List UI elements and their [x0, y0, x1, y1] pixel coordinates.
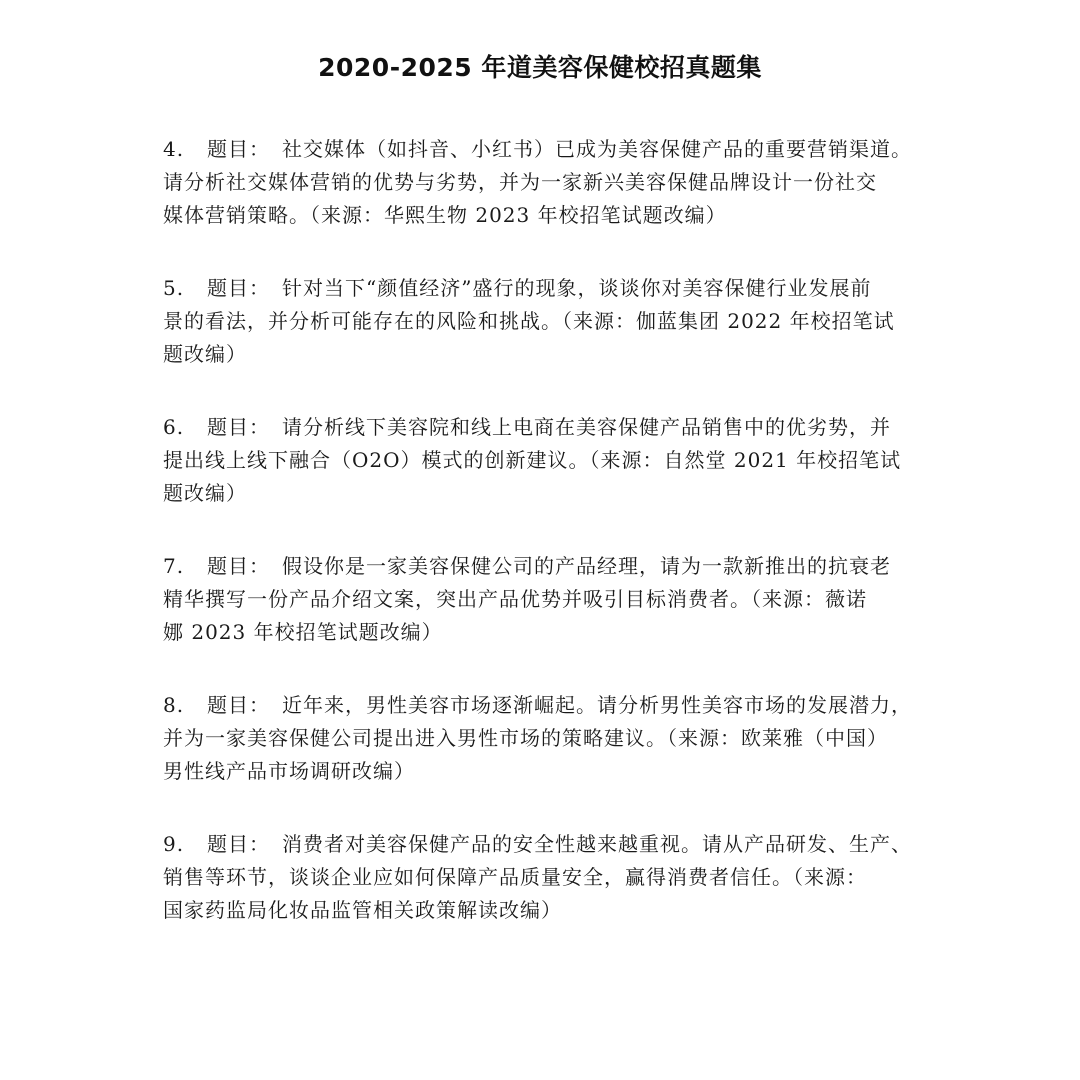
question-item [163, 411, 953, 510]
question-number: 8. [163, 693, 185, 717]
question-item [163, 550, 953, 649]
question-text: 针对当下“颜值经济”盛行的现象，谈谈你对美容保健行业发展前 [282, 276, 872, 300]
question-text: 请分析社交媒体营销的优势与劣势，并为一家新兴美容保健品牌设计一份社交 [163, 170, 877, 194]
question-number: 4. [163, 137, 185, 161]
question-number: 9. [163, 832, 185, 856]
question-text: 精华撰写一份产品介绍文案，突出产品优势并吸引目标消费者。（来源：薇诺 [163, 587, 867, 611]
question-text: 近年来，男性美容市场逐渐崛起。请分析男性美容市场的发展潜力， [282, 693, 912, 717]
question-label: 题目： [207, 415, 270, 439]
question-label: 题目： [207, 693, 270, 717]
question-text: 请分析线下美容院和线上电商在美容保健产品销售中的优劣势，并 [282, 415, 891, 439]
question-text: 男性线产品市场调研改编） [163, 759, 415, 783]
question-first-line [163, 411, 953, 444]
question-text: 题改编） [163, 342, 247, 366]
question-label: 题目： [207, 276, 270, 300]
question-text: 提出线上线下融合（O2O）模式的创新建议。（来源：自然堂 2021 年校招笔试 [163, 448, 902, 472]
question-number: 6. [163, 415, 185, 439]
question-text: 假设你是一家美容保健公司的产品经理，请为一款新推出的抗衰老 [282, 554, 891, 578]
question-text: 销售等环节，谈谈企业应如何保障产品质量安全，赢得消费者信任。（来源： [163, 865, 867, 889]
question-first-line [163, 133, 953, 166]
document-title: 2020-2025 年道美容保健校招真题集 [318, 53, 762, 82]
question-text: 娜 2023 年校招笔试题改编） [163, 620, 443, 644]
question-text: 媒体营销策略。（来源：华熙生物 2023 年校招笔试题改编） [163, 203, 727, 227]
question-label: 题目： [207, 137, 270, 161]
question-text: 社交媒体（如抖音、小红书）已成为美容保健产品的重要营销渠道。 [282, 137, 912, 161]
question-text: 并为一家美容保健公司提出进入男性市场的策略建议。（来源：欧莱雅（中国） [163, 726, 888, 750]
question-number: 5. [163, 276, 185, 300]
question-first-line [163, 828, 953, 861]
question-item [163, 272, 953, 371]
question-first-line [163, 272, 953, 305]
question-text: 景的看法，并分析可能存在的风险和挑战。（来源：伽蓝集团 2022 年校招笔试 [163, 309, 895, 333]
question-item [163, 689, 953, 788]
question-text: 题改编） [163, 481, 247, 505]
question-label: 题目： [207, 832, 270, 856]
question-first-line [163, 689, 953, 722]
question-number: 7. [163, 554, 185, 578]
question-list [163, 133, 953, 967]
question-text: 消费者对美容保健产品的安全性越来越重视。请从产品研发、生产、 [282, 832, 912, 856]
question-item [163, 133, 953, 232]
question-label: 题目： [207, 554, 270, 578]
question-item [163, 828, 953, 927]
question-first-line [163, 550, 953, 583]
question-text: 国家药监局化妆品监管相关政策解读改编） [163, 898, 562, 922]
